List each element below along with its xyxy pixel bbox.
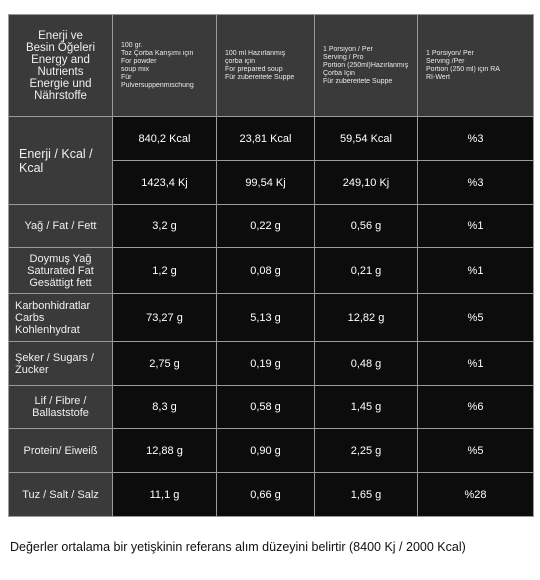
row-label-sugars: Şeker / Sugars / Zucker	[9, 342, 113, 386]
cell-value: 840,2 Kcal	[113, 117, 217, 161]
header-row	[9, 15, 534, 117]
table-row-sugars	[9, 342, 534, 386]
row-label-fibre: Lif / Fibre / Ballaststofe	[9, 386, 113, 429]
cell-value: 2,75 g	[113, 342, 217, 386]
row-label-fat: Yağ / Fat / Fett	[9, 205, 113, 248]
cell-value: %5	[418, 294, 534, 342]
cell-value: 12,82 g	[315, 294, 418, 342]
cell-value: 0,48 g	[315, 342, 418, 386]
cell-value: %3	[418, 161, 534, 205]
cell-value: 0,21 g	[315, 248, 418, 294]
table-row-fat	[9, 205, 534, 248]
row-label-carbs: Karbonhidratlar Carbs Kohlenhydrat	[9, 294, 113, 342]
table-row-saturated-fat	[9, 248, 534, 294]
cell-value: %1	[418, 205, 534, 248]
cell-value: 1,45 g	[315, 386, 418, 429]
cell-value: 11,1 g	[113, 473, 217, 517]
reference-intake-footnote: Değerler ortalama bir yetişkinin referans alım düzeyini belirtir (8400 Kj / 2000 Kcal)	[10, 540, 466, 554]
cell-value: 99,54 Kj	[217, 161, 315, 205]
cell-value: 5,13 g	[217, 294, 315, 342]
table-row-carbs	[9, 294, 534, 342]
cell-value: %5	[418, 429, 534, 473]
cell-value: 1423,4 Kj	[113, 161, 217, 205]
row-label-energy: Enerji / Kcal / Kcal	[9, 117, 113, 205]
cell-value: 0,19 g	[217, 342, 315, 386]
cell-value: 23,81 Kcal	[217, 117, 315, 161]
cell-value: 0,66 g	[217, 473, 315, 517]
cell-value: %1	[418, 248, 534, 294]
cell-value: 0,22 g	[217, 205, 315, 248]
header-col-ri: 1 Porsiyon/ Per Serving /Per Portion (250 ml) için RA RI-Wert	[418, 15, 534, 117]
table-row-protein	[9, 429, 534, 473]
cell-value: %28	[418, 473, 534, 517]
nutrition-table-container	[8, 14, 533, 517]
header-label: Enerji ve Besin Öğeleri Energy and Nutrients Energie und Nährstoffe	[9, 15, 113, 117]
header-col-100g: 100 gr. Toz Çorba Karışımı için For powder soup mix Für Pulversuppenmischung	[113, 15, 217, 117]
cell-value: 73,27 g	[113, 294, 217, 342]
cell-value: 12,88 g	[113, 429, 217, 473]
cell-value: 1,65 g	[315, 473, 418, 517]
cell-value: 249,10 Kj	[315, 161, 418, 205]
cell-value: 1,2 g	[113, 248, 217, 294]
nutrition-table	[8, 14, 534, 517]
cell-value: %1	[418, 342, 534, 386]
cell-value: %6	[418, 386, 534, 429]
header-col-portion: 1 Porsiyon / Per Serving / Pro Portion (250ml)Hazırlanmış Çorba İçin Für zubereitete Suppe	[315, 15, 418, 117]
row-label-protein: Protein/ Eiweiß	[9, 429, 113, 473]
cell-value: 0,56 g	[315, 205, 418, 248]
cell-value: 59,54 Kcal	[315, 117, 418, 161]
row-label-salt: Tuz / Salt / Salz	[9, 473, 113, 517]
table-row-energy-kcal	[9, 117, 534, 161]
cell-value: 3,2 g	[113, 205, 217, 248]
cell-value: 0,90 g	[217, 429, 315, 473]
table-row-salt	[9, 473, 534, 517]
cell-value: 2,25 g	[315, 429, 418, 473]
cell-value: 8,3 g	[113, 386, 217, 429]
cell-value: 0,08 g	[217, 248, 315, 294]
table-row-fibre	[9, 386, 534, 429]
row-label-saturated-fat: Doymuş Yağ Saturated Fat Gesättigt fett	[9, 248, 113, 294]
cell-value: %3	[418, 117, 534, 161]
cell-value: 0,58 g	[217, 386, 315, 429]
header-col-100ml: 100 ml Hazırlanmış çorba için For prepared soup Für zubereitete Suppe	[217, 15, 315, 117]
